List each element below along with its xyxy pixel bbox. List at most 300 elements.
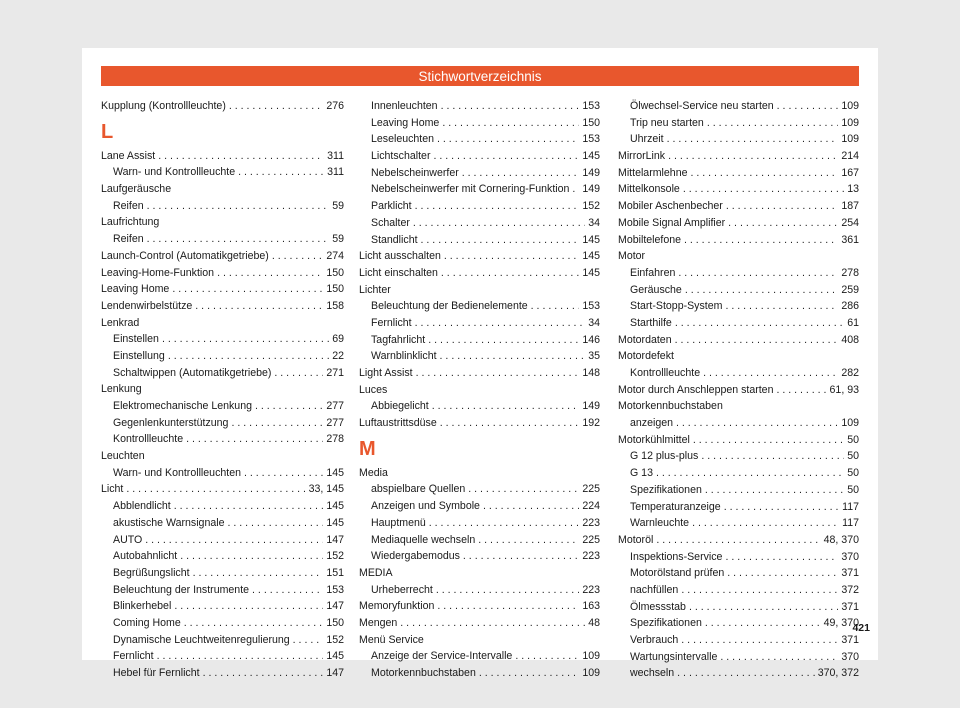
entry-page-ref: 153 <box>326 583 344 596</box>
entry-page-ref: 34 <box>588 216 600 229</box>
index-subentry <box>359 332 600 349</box>
entry-term: Blinkerhebel <box>113 600 172 613</box>
entry-page-ref: 225 <box>582 483 600 496</box>
entry-page-ref: 150 <box>326 283 344 296</box>
entry-term: Memoryfunktion <box>359 600 435 613</box>
dot-leader <box>462 165 580 182</box>
entry-term: Warn- und Kontrollleuchte <box>113 166 236 179</box>
index-subentry <box>359 315 600 332</box>
entry-term: Anzeige der Service-Intervalle <box>371 650 513 663</box>
dot-leader <box>147 198 330 215</box>
entry-page-ref: 223 <box>582 516 600 529</box>
dot-leader <box>428 332 579 349</box>
entry-term: Schalter <box>371 216 410 229</box>
entry-page-ref: 49, 370 <box>823 617 859 630</box>
entry-page-ref: 167 <box>841 166 859 179</box>
dot-leader <box>416 365 580 382</box>
entry-page-ref: 48 <box>588 616 600 629</box>
entry-page-ref: 152 <box>326 550 344 563</box>
index-entry <box>618 215 859 232</box>
entry-page-ref: 147 <box>326 600 344 613</box>
dot-leader <box>436 582 579 599</box>
entry-page-ref: 158 <box>326 299 344 312</box>
dot-leader <box>701 448 844 465</box>
entry-term: Luces <box>359 383 388 396</box>
dot-leader <box>440 348 586 365</box>
index-subentry <box>618 415 859 432</box>
index-entry <box>359 415 600 432</box>
index-subentry <box>618 499 859 516</box>
entry-page-ref: 149 <box>582 166 600 179</box>
entry-term: Schaltwippen (Automatikgetriebe) <box>113 366 272 379</box>
entry-term: wechseln <box>630 667 675 680</box>
entry-term: Motorkennbuchstaben <box>371 667 476 679</box>
dot-leader <box>724 499 839 516</box>
entry-page-ref: 109 <box>841 133 859 146</box>
entry-term: Mobile Signal Amplifier <box>618 216 726 229</box>
index-subentry <box>101 498 344 515</box>
dot-leader <box>515 648 579 665</box>
entry-page-ref: 282 <box>841 367 859 379</box>
index-subentry <box>359 498 600 515</box>
dot-leader <box>479 665 579 682</box>
entry-page-ref: 145 <box>582 150 600 163</box>
dot-leader <box>174 598 323 615</box>
entry-term: Autobahnlicht <box>113 550 178 563</box>
index-subentry <box>359 198 600 215</box>
entry-page-ref: 223 <box>582 583 600 596</box>
entry-term: Licht ausschalten <box>359 250 441 263</box>
dot-leader <box>255 398 323 415</box>
entry-page-ref: 149 <box>582 183 600 196</box>
entry-term: Geräusche <box>630 283 682 296</box>
index-subentry <box>618 515 859 532</box>
entry-term: Leuchten <box>101 450 145 463</box>
entry-term: Menü Service <box>359 633 424 646</box>
entry-term: Mittelarmlehne <box>618 166 688 179</box>
entry-term: Gegenlenkunterstützung <box>113 416 229 429</box>
dot-leader <box>727 565 838 582</box>
index-entry <box>618 148 859 165</box>
entry-page-ref: 286 <box>841 300 859 313</box>
dot-leader <box>572 181 579 198</box>
dot-leader <box>184 615 324 632</box>
entry-page-ref: 372 <box>841 583 859 596</box>
index-subentry <box>359 665 600 682</box>
dot-leader <box>413 215 585 232</box>
entry-term: Starthilfe <box>630 316 672 329</box>
entry-term: Coming Home <box>113 616 181 629</box>
dot-leader <box>415 315 586 332</box>
entry-page-ref: 153 <box>582 100 600 112</box>
entry-term: Einstellen <box>113 333 159 346</box>
entry-page-ref: 117 <box>842 517 859 530</box>
index-heading <box>618 248 859 265</box>
index-entry <box>359 598 600 615</box>
entry-term: Kontrollleuchte <box>113 433 184 446</box>
entry-page-ref: 370 <box>841 650 859 663</box>
dot-leader <box>158 148 324 165</box>
entry-term: Lendenwirbelstütze <box>101 299 193 312</box>
entry-page-ref: 147 <box>326 533 344 546</box>
dot-leader <box>227 515 323 532</box>
dot-leader <box>252 582 323 599</box>
entry-term: Motordefekt <box>618 350 674 363</box>
entry-page-ref: 109 <box>841 100 859 112</box>
index-subentry <box>359 398 600 415</box>
entry-page-ref: 150 <box>326 616 344 629</box>
index-subentry <box>359 98 600 115</box>
entry-page-ref: 13 <box>847 183 859 196</box>
entry-page-ref: 145 <box>326 516 344 529</box>
dot-leader <box>162 331 329 348</box>
entry-term: Lenkung <box>101 383 142 396</box>
index-subentry <box>359 148 600 165</box>
entry-term: Beleuchtung der Bedienelemente <box>371 300 528 313</box>
index-heading <box>101 315 344 332</box>
entry-page-ref: 214 <box>841 150 859 163</box>
entry-term: Laufgeräusche <box>101 183 172 196</box>
index-subentry <box>101 598 344 615</box>
index-subentry <box>101 415 344 432</box>
index-subentry <box>359 481 600 498</box>
index-subentry <box>618 265 859 282</box>
entry-term: Motor durch Anschleppen starten <box>618 383 774 396</box>
index-entry <box>359 248 600 265</box>
entry-page-ref: 361 <box>841 233 859 246</box>
index-subentry <box>618 115 859 132</box>
index-heading <box>618 348 859 365</box>
dot-leader <box>685 282 838 299</box>
index-entry <box>618 232 859 249</box>
dot-leader <box>168 348 329 365</box>
dot-leader <box>684 232 838 249</box>
index-subentry <box>101 515 344 532</box>
index-subentry <box>101 565 344 582</box>
index-entry <box>618 198 859 215</box>
index-subentry <box>101 648 344 665</box>
index-subentry <box>101 198 344 215</box>
entry-term: Laufrichtung <box>101 216 160 229</box>
dot-leader <box>195 298 323 315</box>
entry-page-ref: 153 <box>582 133 600 146</box>
dot-leader <box>415 198 580 215</box>
dot-leader <box>231 415 323 432</box>
index-heading <box>101 214 344 231</box>
index-letter-heading: L <box>101 120 114 143</box>
index-subentry <box>359 582 600 599</box>
entry-term: Mediaquelle wechseln <box>371 533 476 546</box>
entry-page-ref: 271 <box>326 366 344 379</box>
entry-term: Light Assist <box>359 367 413 379</box>
entry-term: Motoröl <box>618 533 654 546</box>
dot-leader <box>244 465 323 482</box>
entry-page-ref: 148 <box>582 367 600 379</box>
index-heading <box>359 465 600 482</box>
dot-leader <box>440 415 580 432</box>
dot-leader <box>690 165 838 182</box>
index-heading <box>359 632 600 649</box>
entry-page-ref: 254 <box>841 216 859 229</box>
entry-term: G 13 <box>630 467 653 480</box>
entry-page-ref: 50 <box>847 467 859 480</box>
dot-leader <box>677 665 815 682</box>
dot-leader <box>229 98 323 115</box>
dot-leader <box>193 565 324 582</box>
entry-term: Abblendlicht <box>113 500 171 513</box>
entry-term: Innenleuchten <box>371 100 438 112</box>
entry-page-ref: 145 <box>582 250 600 263</box>
entry-page-ref: 145 <box>326 500 344 513</box>
index-subentry <box>359 532 600 549</box>
entry-page-ref: 278 <box>326 433 344 446</box>
index-subentry <box>618 599 859 616</box>
entry-term: Lichtschalter <box>371 150 431 163</box>
dot-leader <box>725 298 838 315</box>
index-subentry <box>618 448 859 465</box>
dot-leader <box>692 515 839 532</box>
dot-leader <box>437 131 579 148</box>
entry-term: Reifen <box>113 199 144 212</box>
entry-term: Leseleuchten <box>371 133 435 146</box>
index-heading <box>359 565 600 582</box>
entry-term: Leaving Home <box>101 283 170 296</box>
index-heading <box>359 282 600 299</box>
entry-page-ref: 152 <box>326 633 344 646</box>
index-subentry <box>101 632 344 649</box>
entry-term: Kupplung (Kontrollleuchte) <box>101 100 226 112</box>
index-subentry <box>618 565 859 582</box>
entry-page-ref: 145 <box>326 466 344 479</box>
dot-leader <box>274 365 323 382</box>
dot-leader <box>437 598 579 615</box>
entry-page-ref: 147 <box>326 667 344 679</box>
entry-term: Nebelscheinwerfer mit Cornering-Funktion <box>371 183 570 196</box>
section-title: Stichwortverzeichnis <box>418 68 542 84</box>
entry-term: Anzeigen und Symbole <box>371 500 480 513</box>
index-subentry <box>359 232 600 249</box>
index-heading <box>359 382 600 399</box>
entry-page-ref: 192 <box>582 417 600 430</box>
entry-page-ref: 224 <box>582 500 600 513</box>
dot-leader <box>432 398 580 415</box>
entry-term: Mittelkonsole <box>618 183 680 196</box>
index-entry <box>101 148 344 165</box>
entry-term: Motorkühlmittel <box>618 433 690 446</box>
entry-page-ref: 150 <box>582 116 600 129</box>
dot-leader <box>777 98 839 115</box>
entry-term: Uhrzeit <box>630 133 664 146</box>
dot-leader <box>689 599 838 616</box>
dot-leader <box>157 648 324 665</box>
entry-page-ref: 109 <box>582 667 600 679</box>
index-subentry <box>101 164 344 181</box>
entry-page-ref: 163 <box>582 600 600 613</box>
index-subentry <box>359 515 600 532</box>
entry-page-ref: 370 <box>841 550 859 563</box>
dot-leader <box>681 632 838 649</box>
entry-term: Reifen <box>113 233 144 246</box>
entry-term: Kontrollleuchte <box>630 367 701 379</box>
dot-leader <box>172 281 323 298</box>
dot-leader <box>693 432 844 449</box>
dot-leader <box>478 532 579 549</box>
index-subentry <box>618 298 859 315</box>
dot-leader <box>468 481 579 498</box>
index-entry <box>618 432 859 449</box>
dot-leader <box>444 248 579 265</box>
entry-term: Warnblinklicht <box>371 350 437 363</box>
entry-term: Spezifikationen <box>630 617 702 630</box>
index-entry <box>618 165 859 182</box>
index-subentry <box>618 632 859 649</box>
entry-page-ref: 311 <box>327 166 344 179</box>
dot-leader <box>531 298 580 315</box>
entry-page-ref: 109 <box>841 417 859 430</box>
entry-page-ref: 33, 145 <box>308 483 344 496</box>
entry-term: Wiedergabemodus <box>371 550 460 563</box>
index-subentry <box>101 582 344 599</box>
entry-page-ref: 277 <box>326 400 344 412</box>
index-entry <box>618 382 859 399</box>
dot-leader <box>656 465 844 482</box>
entry-term: Urheberrecht <box>371 583 433 596</box>
index-subentry <box>618 615 859 632</box>
entry-page-ref: 151 <box>326 566 344 579</box>
entry-term: Begrüßungslicht <box>113 566 190 579</box>
entry-page-ref: 152 <box>582 200 600 213</box>
entry-page-ref: 50 <box>847 433 859 446</box>
dot-leader <box>463 548 579 565</box>
index-entry <box>101 481 344 498</box>
entry-term: Warnleuchte <box>630 517 690 530</box>
entry-page-ref: 22 <box>332 349 344 362</box>
entry-page-ref: 371 <box>841 634 859 646</box>
entry-term: Dynamische Leuchtweitenregulierung <box>113 633 290 646</box>
dot-leader <box>272 248 323 265</box>
dot-leader <box>217 265 323 282</box>
dot-leader <box>726 198 838 215</box>
index-heading <box>618 398 859 415</box>
index-subentry <box>359 215 600 232</box>
entry-term: Hebel für Fernlicht <box>113 667 200 679</box>
index-entry <box>618 332 859 349</box>
index-subentry <box>359 181 600 198</box>
index-subentry <box>359 548 600 565</box>
index-entry <box>359 265 600 282</box>
index-entry <box>359 615 600 632</box>
entry-term: Hauptmenü <box>371 516 426 529</box>
index-subentry <box>359 131 600 148</box>
index-heading <box>101 181 344 198</box>
entry-term: Verbrauch <box>630 634 679 646</box>
dot-leader <box>703 365 838 382</box>
entry-term: Licht <box>101 483 124 496</box>
index-subentry <box>101 548 344 565</box>
entry-term: Abbiegelicht <box>371 400 429 413</box>
entry-page-ref: 225 <box>582 533 600 546</box>
dot-leader <box>126 481 305 498</box>
index-subentry <box>618 365 859 382</box>
entry-term: Ölwechsel-Service neu starten <box>630 100 774 112</box>
entry-term: Lichter <box>359 283 391 296</box>
dot-leader <box>203 665 324 682</box>
entry-term: Beleuchtung der Instrumente <box>113 583 250 596</box>
dot-leader <box>238 164 324 181</box>
entry-term: Mengen <box>359 616 398 629</box>
entry-term: Warn- und Kontrollleuchten <box>113 466 241 479</box>
entry-term: MEDIA <box>359 566 393 579</box>
entry-term: Fernlicht <box>371 316 412 329</box>
entry-page-ref: 61, 93 <box>829 383 859 396</box>
entry-term: Spezifikationen <box>630 483 702 496</box>
entry-page-ref: 34 <box>588 316 600 329</box>
entry-term: Einfahren <box>630 266 676 279</box>
entry-term: Einstellung <box>113 349 165 362</box>
entry-page-ref: 311 <box>327 149 344 162</box>
entry-page-ref: 61 <box>847 316 859 329</box>
entry-term: Inspektions-Service <box>630 550 723 563</box>
index-column-2 <box>359 98 600 682</box>
dot-leader <box>675 315 844 332</box>
entry-page-ref: 371 <box>841 600 859 613</box>
dot-leader <box>483 498 579 515</box>
index-subentry <box>359 298 600 315</box>
dot-leader <box>429 515 580 532</box>
entry-page-ref: 274 <box>326 249 344 262</box>
index-subentry <box>101 431 344 448</box>
index-subentry <box>618 131 859 148</box>
entry-page-ref: 35 <box>588 350 600 363</box>
entry-term: Licht einschalten <box>359 266 438 279</box>
index-subentry <box>618 465 859 482</box>
entry-page-ref: 69 <box>332 333 344 346</box>
index-subentry <box>618 482 859 499</box>
entry-page-ref: 59 <box>332 233 344 246</box>
dot-leader <box>776 382 826 399</box>
entry-page-ref: 48, 370 <box>823 533 859 546</box>
index-entry <box>618 181 859 198</box>
index-entry <box>101 98 344 115</box>
entry-term: MirrorLink <box>618 150 666 163</box>
dot-leader <box>725 549 838 566</box>
index-subentry <box>618 315 859 332</box>
entry-term: nachfüllen <box>630 583 679 596</box>
dot-leader <box>400 615 585 632</box>
index-subentry <box>101 331 344 348</box>
entry-page-ref: 150 <box>326 266 344 279</box>
index-subentry <box>101 398 344 415</box>
index-column-1 <box>101 98 344 682</box>
index-subentry <box>618 649 859 666</box>
dot-leader <box>656 532 820 549</box>
entry-term: Parklicht <box>371 200 412 213</box>
entry-page-ref: 277 <box>326 416 344 429</box>
entry-term: Ölmessstab <box>630 600 686 613</box>
entry-term: Nebelscheinwerfer <box>371 166 459 179</box>
index-subentry <box>618 549 859 566</box>
entry-page-ref: 145 <box>582 266 600 279</box>
entry-page-ref: 145 <box>326 650 344 663</box>
page-number: 421 <box>852 622 870 634</box>
index-heading <box>101 448 344 465</box>
dot-leader <box>441 98 580 115</box>
entry-page-ref: 146 <box>582 333 600 346</box>
index-subentry <box>101 532 344 549</box>
dot-leader <box>681 582 838 599</box>
entry-page-ref: 117 <box>842 500 859 513</box>
dot-leader <box>705 615 821 632</box>
